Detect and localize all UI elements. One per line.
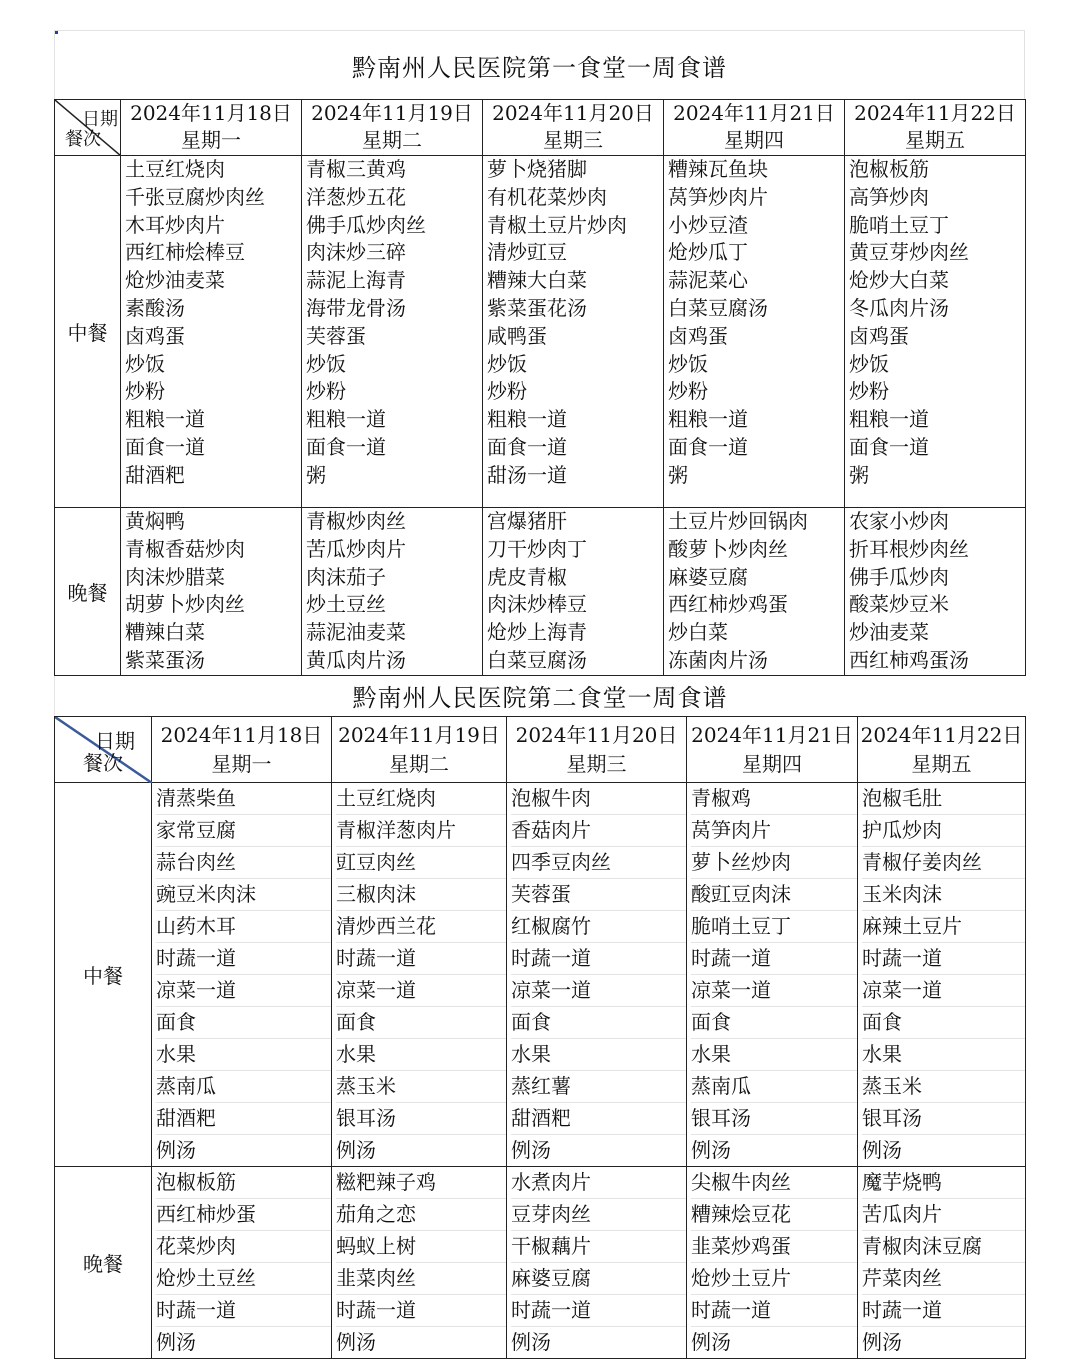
day-date: 2024年11月20日 bbox=[515, 723, 678, 747]
dish-item: 海带龙骨汤 bbox=[306, 295, 406, 320]
canteen1-table bbox=[54, 99, 1026, 676]
dish-item: 例汤 bbox=[511, 1330, 551, 1354]
dish-item: 时蔬一道 bbox=[511, 943, 686, 975]
dish-item: 白菜豆腐汤 bbox=[487, 647, 587, 672]
dish-list bbox=[507, 1167, 686, 1358]
dish-item: 蒜台肉丝 bbox=[156, 847, 331, 879]
dish-item: 家常豆腐 bbox=[156, 815, 331, 847]
day-header bbox=[858, 717, 1026, 783]
dish-item: 炝炒上海青 bbox=[487, 620, 587, 645]
dish-item: 韭菜炒鸡蛋 bbox=[691, 1231, 857, 1263]
dish-item: 水果 bbox=[691, 1039, 857, 1071]
dish-item: 例汤 bbox=[691, 1330, 731, 1354]
canteen2-lunch-day-4 bbox=[687, 783, 858, 1167]
dish-item: 例汤 bbox=[691, 1138, 731, 1162]
dish-item: 时蔬一道 bbox=[862, 1295, 1025, 1327]
dish-item: 面食 bbox=[336, 1007, 506, 1039]
dish-item: 护瓜炒肉 bbox=[862, 815, 1025, 847]
dish-item: 面食 bbox=[862, 1007, 1025, 1039]
dish-item: 黄焖鸭 bbox=[125, 509, 185, 533]
dish-item: 时蔬一道 bbox=[156, 1295, 331, 1327]
dish-item: 肉沫炒三碎 bbox=[306, 240, 406, 265]
corner-meal-label: 餐次 bbox=[83, 751, 123, 775]
dish-item: 糟辣瓦鱼块 bbox=[668, 157, 768, 181]
day-weekday: 星期三 bbox=[543, 128, 603, 152]
canteen2-dinner-row bbox=[55, 1167, 1026, 1359]
dish-item: 例汤 bbox=[156, 1330, 196, 1354]
dish-item: 面食 bbox=[511, 1007, 686, 1039]
dish-item: 青椒肉沫豆腐 bbox=[862, 1231, 1025, 1263]
dish-item: 蒸南瓜 bbox=[156, 1071, 331, 1103]
day-header bbox=[507, 717, 687, 783]
dish-item: 青椒鸡 bbox=[691, 783, 857, 815]
dish-item: 时蔬一道 bbox=[691, 943, 857, 975]
dish-item: 紫菜蛋汤 bbox=[125, 647, 205, 672]
dish-item: 水煮肉片 bbox=[511, 1167, 686, 1199]
dish-item: 小炒豆渣 bbox=[668, 212, 748, 237]
dish-item: 芙蓉蛋 bbox=[306, 323, 366, 348]
dish-list bbox=[664, 508, 844, 675]
dish-item: 虎皮青椒 bbox=[487, 564, 567, 589]
canteen1-dinner-day-2 bbox=[302, 508, 483, 676]
dish-item: 魔芋烧鸭 bbox=[862, 1167, 1025, 1199]
day-header bbox=[332, 717, 507, 783]
dish-item: 蒜泥油麦菜 bbox=[306, 620, 406, 645]
canteen1-dinner-row bbox=[55, 508, 1026, 676]
day-weekday: 星期五 bbox=[905, 128, 965, 152]
dish-item: 面食 bbox=[156, 1007, 331, 1039]
dish-item: 青椒土豆片炒肉 bbox=[487, 212, 627, 237]
dish-item: 蒸红薯 bbox=[511, 1071, 686, 1103]
dish-item: 玉米肉沫 bbox=[862, 879, 1025, 911]
day-date: 2024年11月22日 bbox=[860, 723, 1023, 747]
dish-list bbox=[332, 1167, 506, 1358]
dish-item: 粥 bbox=[306, 462, 326, 487]
dish-item: 炒粉 bbox=[125, 379, 165, 404]
canteen1-lunch-day-2 bbox=[302, 156, 483, 508]
dish-item: 洋葱炒五花 bbox=[306, 184, 406, 209]
dish-item: 青椒洋葱肉片 bbox=[336, 815, 506, 847]
canteen2-dinner-day-2 bbox=[332, 1167, 507, 1359]
canteen2-lunch-day-5 bbox=[858, 783, 1026, 1167]
dish-item: 芹菜肉丝 bbox=[862, 1263, 1025, 1295]
canteen1-lunch-day-1 bbox=[121, 156, 302, 508]
dish-item: 清蒸柴鱼 bbox=[156, 783, 331, 815]
canteen1-dinner-day-5 bbox=[845, 508, 1026, 676]
dish-item: 西红柿鸡蛋汤 bbox=[849, 647, 969, 672]
dish-list bbox=[302, 508, 482, 675]
corner-date-label: 日期 bbox=[95, 729, 135, 753]
dish-item: 宫爆猪肝 bbox=[487, 509, 567, 533]
dish-item: 青椒仔姜肉丝 bbox=[862, 847, 1025, 879]
dish-list bbox=[483, 508, 663, 675]
dish-item: 干椒藕片 bbox=[511, 1231, 686, 1263]
canteen2-table bbox=[54, 716, 1026, 1359]
dish-item: 炒粉 bbox=[849, 379, 889, 404]
dish-item: 青椒香菇炒肉 bbox=[125, 536, 245, 561]
canteen2-title: 黔南州人民医院第二食堂一周食谱 bbox=[54, 676, 1025, 716]
dish-item: 蒸玉米 bbox=[862, 1071, 1025, 1103]
dish-item: 面食 bbox=[691, 1007, 857, 1039]
dish-item: 甜酒粑 bbox=[511, 1103, 686, 1135]
dish-item: 蒸南瓜 bbox=[691, 1071, 857, 1103]
canteen2-lunch-day-1 bbox=[152, 783, 332, 1167]
dish-item: 时蔬一道 bbox=[511, 1295, 686, 1327]
dish-item: 三椒肉沫 bbox=[336, 879, 506, 911]
dish-item: 韭菜肉丝 bbox=[336, 1263, 506, 1295]
dish-item: 凉菜一道 bbox=[691, 975, 857, 1007]
meal-label-dinner: 晚餐 bbox=[55, 1167, 152, 1359]
dish-item: 炒土豆丝 bbox=[306, 592, 386, 617]
day-header bbox=[121, 100, 302, 156]
dish-item: 泡椒毛肚 bbox=[862, 783, 1025, 815]
dish-item: 炒油麦菜 bbox=[849, 620, 929, 645]
dish-item: 粗粮一道 bbox=[306, 407, 386, 432]
dish-list bbox=[858, 783, 1025, 1166]
dish-item: 肉沫茄子 bbox=[306, 564, 386, 589]
dish-item: 例汤 bbox=[862, 1138, 902, 1162]
meal-label-dinner: 晚餐 bbox=[55, 508, 121, 676]
canteen1-dinner-day-1 bbox=[121, 508, 302, 676]
dish-item: 苦瓜肉片 bbox=[862, 1199, 1025, 1231]
day-weekday: 星期三 bbox=[566, 752, 627, 776]
dish-item: 苦瓜炒肉片 bbox=[306, 536, 406, 561]
dish-item: 黄豆芽炒肉丝 bbox=[849, 240, 969, 265]
dish-item: 蒜泥上海青 bbox=[306, 268, 406, 293]
dish-item: 胡萝卜炒肉丝 bbox=[125, 592, 245, 617]
day-weekday: 星期五 bbox=[911, 752, 972, 776]
day-header bbox=[664, 100, 845, 156]
dish-item: 例汤 bbox=[511, 1138, 551, 1162]
dish-item: 面食一道 bbox=[849, 434, 929, 459]
dish-item: 凉菜一道 bbox=[511, 975, 686, 1007]
canteen2-dinner-day-3 bbox=[507, 1167, 687, 1359]
dish-item: 炒饭 bbox=[487, 351, 527, 376]
dish-item: 有机花菜炒肉 bbox=[487, 184, 607, 209]
day-weekday: 星期四 bbox=[724, 128, 784, 152]
day-date: 2024年11月21日 bbox=[691, 723, 853, 747]
dish-item: 粥 bbox=[849, 462, 869, 487]
day-date: 2024年11月18日 bbox=[130, 101, 292, 125]
canteen1-lunch-row bbox=[55, 156, 1026, 508]
dish-item: 粗粮一道 bbox=[487, 407, 567, 432]
dish-item: 糟辣烩豆花 bbox=[691, 1199, 857, 1231]
dish-list bbox=[507, 783, 686, 1166]
canteen1-corner-cell bbox=[55, 100, 121, 156]
meal-label-lunch: 中餐 bbox=[55, 783, 152, 1167]
dish-item: 清炒豇豆 bbox=[487, 240, 567, 265]
corner-meal-label: 餐次 bbox=[65, 129, 101, 150]
canteen2-dinner-day-5 bbox=[858, 1167, 1026, 1359]
dish-item: 水果 bbox=[862, 1039, 1025, 1071]
dish-item: 花菜炒肉 bbox=[156, 1231, 331, 1263]
dish-list bbox=[687, 783, 857, 1166]
dish-item: 土豆红烧肉 bbox=[336, 783, 506, 815]
dish-item: 山药木耳 bbox=[156, 911, 331, 943]
day-date: 2024年11月21日 bbox=[673, 101, 835, 125]
dish-item: 时蔬一道 bbox=[691, 1295, 857, 1327]
dish-item: 芙蓉蛋 bbox=[511, 879, 686, 911]
dish-item: 蒸玉米 bbox=[336, 1071, 506, 1103]
dish-item: 卤鸡蛋 bbox=[125, 323, 185, 348]
dish-item: 炝炒瓜丁 bbox=[668, 240, 748, 265]
dish-item: 酸萝卜炒肉丝 bbox=[668, 536, 788, 561]
dish-item: 糍粑辣子鸡 bbox=[336, 1167, 506, 1199]
canteen2-lunch-day-2 bbox=[332, 783, 507, 1167]
dish-item: 冬瓜肉片汤 bbox=[849, 295, 949, 320]
day-header bbox=[152, 717, 332, 783]
dish-item: 泡椒板筋 bbox=[849, 157, 929, 181]
dish-item: 卤鸡蛋 bbox=[668, 323, 728, 348]
dish-item: 青椒炒肉丝 bbox=[306, 509, 406, 533]
dish-item: 炒饭 bbox=[125, 351, 165, 376]
dish-item: 木耳炒肉片 bbox=[125, 212, 225, 237]
dish-item: 例汤 bbox=[336, 1330, 376, 1354]
dish-item: 咸鸭蛋 bbox=[487, 323, 547, 348]
dish-item: 红椒腐竹 bbox=[511, 911, 686, 943]
day-header bbox=[687, 717, 858, 783]
day-date: 2024年11月19日 bbox=[311, 101, 473, 125]
dish-item: 甜酒粑 bbox=[125, 462, 185, 487]
dish-item: 酸菜炒豆米 bbox=[849, 592, 949, 617]
dish-item: 麻辣土豆片 bbox=[862, 911, 1025, 943]
dish-item: 炝炒油麦菜 bbox=[125, 268, 225, 293]
dish-item: 甜汤一道 bbox=[487, 462, 567, 487]
dish-item: 青椒三黄鸡 bbox=[306, 157, 406, 181]
dish-item: 银耳汤 bbox=[336, 1103, 506, 1135]
meal-label-lunch: 中餐 bbox=[55, 156, 121, 508]
dish-item: 炒粉 bbox=[487, 379, 527, 404]
day-weekday: 星期四 bbox=[742, 752, 802, 776]
dish-item: 肉沫炒棒豆 bbox=[487, 592, 587, 617]
dish-item: 高笋炒肉 bbox=[849, 184, 929, 209]
canteen1-title: 黔南州人民医院第一食堂一周食谱 bbox=[54, 30, 1025, 99]
dish-item: 豇豆肉丝 bbox=[336, 847, 506, 879]
dish-item: 时蔬一道 bbox=[862, 943, 1025, 975]
day-weekday: 星期一 bbox=[181, 128, 241, 152]
dish-item: 炝炒大白菜 bbox=[849, 268, 949, 293]
dish-item: 麻婆豆腐 bbox=[668, 564, 748, 589]
dish-item: 粥 bbox=[668, 462, 688, 487]
dish-item: 莴笋炒肉片 bbox=[668, 184, 768, 209]
dish-item: 例汤 bbox=[156, 1138, 196, 1162]
dish-item: 面食一道 bbox=[487, 434, 567, 459]
canteen1-dinner-day-3 bbox=[483, 508, 664, 676]
dish-item: 麻婆豆腐 bbox=[511, 1263, 686, 1295]
dish-list bbox=[845, 156, 1025, 490]
day-date: 2024年11月19日 bbox=[338, 723, 500, 747]
dish-list bbox=[845, 508, 1025, 675]
dish-item: 粗粮一道 bbox=[849, 407, 929, 432]
day-weekday: 星期二 bbox=[389, 752, 449, 776]
dish-item: 清炒西兰花 bbox=[336, 911, 506, 943]
dish-item: 萝卜烧猪脚 bbox=[487, 157, 587, 181]
dish-item: 蚂蚁上树 bbox=[336, 1231, 506, 1263]
canteen1-lunch-day-5 bbox=[845, 156, 1026, 508]
dish-item: 时蔬一道 bbox=[336, 943, 506, 975]
corner-date-label: 日期 bbox=[82, 109, 118, 130]
dish-item: 粗粮一道 bbox=[668, 407, 748, 432]
menu-sheet bbox=[54, 30, 1025, 1359]
dish-item: 甜酒粑 bbox=[156, 1103, 331, 1135]
dish-item: 银耳汤 bbox=[691, 1103, 857, 1135]
canteen2-corner-cell bbox=[55, 717, 152, 783]
day-header bbox=[302, 100, 483, 156]
dish-list bbox=[858, 1167, 1025, 1358]
day-header bbox=[483, 100, 664, 156]
dish-item: 四季豆肉丝 bbox=[511, 847, 686, 879]
dish-item: 折耳根炒肉丝 bbox=[849, 536, 969, 561]
dish-item: 白菜豆腐汤 bbox=[668, 295, 768, 320]
dish-list bbox=[332, 783, 506, 1166]
dish-item: 面食一道 bbox=[668, 434, 748, 459]
dish-item: 西红柿炒蛋 bbox=[156, 1199, 331, 1231]
canteen1-lunch-day-3 bbox=[483, 156, 664, 508]
canteen1-header-row bbox=[55, 100, 1026, 156]
dish-item: 脆哨土豆丁 bbox=[691, 911, 857, 943]
dish-item: 冻菌肉片汤 bbox=[668, 647, 768, 672]
dish-item: 炒饭 bbox=[668, 351, 708, 376]
dish-item: 面食一道 bbox=[306, 434, 386, 459]
dish-item: 紫菜蛋花汤 bbox=[487, 295, 587, 320]
day-date: 2024年11月20日 bbox=[492, 101, 654, 125]
canteen2-dinner-day-4 bbox=[687, 1167, 858, 1359]
dish-item: 例汤 bbox=[336, 1138, 376, 1162]
dish-item: 银耳汤 bbox=[862, 1103, 1025, 1135]
dish-item: 炒饭 bbox=[306, 351, 346, 376]
day-weekday: 星期一 bbox=[211, 752, 272, 776]
day-date: 2024年11月22日 bbox=[854, 101, 1016, 125]
dish-list bbox=[483, 156, 663, 490]
dish-item: 萝卜丝炒肉 bbox=[691, 847, 857, 879]
dish-item: 糟辣白菜 bbox=[125, 620, 205, 645]
dish-item: 炒白菜 bbox=[668, 620, 728, 645]
dish-item: 时蔬一道 bbox=[336, 1295, 506, 1327]
dish-item: 时蔬一道 bbox=[156, 943, 331, 975]
dish-item: 例汤 bbox=[862, 1330, 902, 1354]
dish-list bbox=[302, 156, 482, 490]
dish-item: 土豆片炒回锅肉 bbox=[668, 509, 808, 533]
dish-item: 凉菜一道 bbox=[862, 975, 1025, 1007]
dish-item: 西红柿烩棒豆 bbox=[125, 240, 245, 265]
canteen2-lunch-day-3 bbox=[507, 783, 687, 1167]
dish-list bbox=[664, 156, 844, 490]
dish-item: 泡椒板筋 bbox=[156, 1167, 331, 1199]
canteen2-lunch-row bbox=[55, 783, 1026, 1167]
dish-item: 豌豆米肉沫 bbox=[156, 879, 331, 911]
canteen2-header-row bbox=[55, 717, 1026, 783]
dish-item: 粗粮一道 bbox=[125, 407, 205, 432]
dish-item: 素酸汤 bbox=[125, 295, 185, 320]
dish-list bbox=[121, 508, 301, 675]
dish-item: 蒜泥菜心 bbox=[668, 268, 748, 293]
dish-item: 糟辣大白菜 bbox=[487, 268, 587, 293]
dish-item: 刀干炒肉丁 bbox=[487, 536, 587, 561]
dish-item: 泡椒牛肉 bbox=[511, 783, 686, 815]
dish-item: 炒饭 bbox=[849, 351, 889, 376]
dish-item: 脆哨土豆丁 bbox=[849, 212, 949, 237]
dish-item: 香菇肉片 bbox=[511, 815, 686, 847]
dish-item: 黄瓜肉片汤 bbox=[306, 647, 406, 672]
dish-list bbox=[152, 1167, 331, 1358]
dish-item: 水果 bbox=[511, 1039, 686, 1071]
dish-item: 炝炒土豆丝 bbox=[156, 1263, 331, 1295]
dish-item: 卤鸡蛋 bbox=[849, 323, 909, 348]
canteen2-dinner-day-1 bbox=[152, 1167, 332, 1359]
dish-item: 茄角之恋 bbox=[336, 1199, 506, 1231]
dish-list bbox=[121, 156, 301, 490]
dish-item: 水果 bbox=[336, 1039, 506, 1071]
dish-item: 炒粉 bbox=[306, 379, 346, 404]
dish-item: 佛手瓜炒肉丝 bbox=[306, 212, 426, 237]
day-header bbox=[845, 100, 1026, 156]
dish-item: 尖椒牛肉丝 bbox=[691, 1167, 857, 1199]
canteen1-dinner-day-4 bbox=[664, 508, 845, 676]
dish-item: 佛手瓜炒肉 bbox=[849, 564, 949, 589]
day-weekday: 星期二 bbox=[362, 128, 422, 152]
dish-item: 面食一道 bbox=[125, 434, 205, 459]
dish-item: 凉菜一道 bbox=[336, 975, 506, 1007]
dish-list bbox=[687, 1167, 857, 1358]
dish-item: 豆芽肉丝 bbox=[511, 1199, 686, 1231]
dish-item: 炒粉 bbox=[668, 379, 708, 404]
dish-item: 肉沫炒腊菜 bbox=[125, 564, 225, 589]
dish-item: 酸豇豆肉沫 bbox=[691, 879, 857, 911]
dish-item: 千张豆腐炒肉丝 bbox=[125, 184, 265, 209]
dish-item: 莴笋肉片 bbox=[691, 815, 857, 847]
dish-item: 凉菜一道 bbox=[156, 975, 331, 1007]
day-date: 2024年11月18日 bbox=[160, 723, 323, 747]
dish-item: 炝炒土豆片 bbox=[691, 1263, 857, 1295]
dish-list bbox=[152, 783, 331, 1166]
dish-item: 土豆红烧肉 bbox=[125, 157, 225, 181]
dish-item: 水果 bbox=[156, 1039, 331, 1071]
canteen1-lunch-day-4 bbox=[664, 156, 845, 508]
dish-item: 西红柿炒鸡蛋 bbox=[668, 592, 788, 617]
dish-item: 农家小炒肉 bbox=[849, 509, 949, 533]
